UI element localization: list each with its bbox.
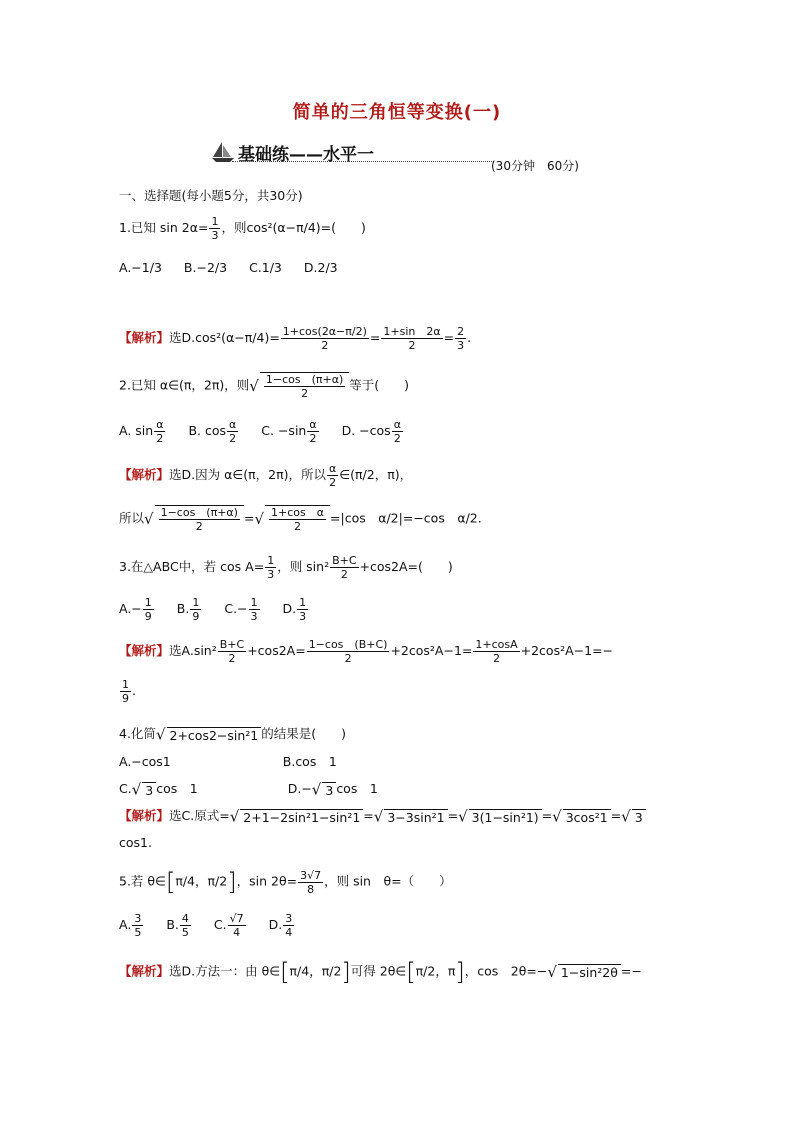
answer-5: 【解析】选D.方法一：由 θ∈[π/4，π/2]可得 2θ∈[π/2，π]，cos 2θ=−√ 1−sin²2θ =− [119,958,642,986]
answer-2-cont: 所以√ $\frac{1-\cos (\pi+\alpha)}{2}$ =√ $\frac{\text{1+cos α}}{2}$ =|cos α/2|=−cos α/2. [119,506,482,533]
answer-3-cont: $\frac{1}{9}$ . [122,678,136,705]
question-2: 2.已知 α∈(π，2π)，则√ $\frac{1-\cos (\pi+\alpha)}{2}$ 等于( ) [119,373,410,400]
answer-4: 【解析】选C.原式=√ 2+1−2sin²1−sin²1 =√ 3−3sin²1 =√ 3(1−sin²1) =√ 3cos²1 =√ 3 [119,806,646,826]
question-1-options: A.−1/3 B.−2/3 C.1/3 D.2/3 [119,260,338,275]
banner-dotted-line [232,161,494,162]
question-5: 5.若 θ∈[π/4，π/2]，sin 2θ= $\frac{3√7}{8}$ ，则 sin θ=（ ） [119,868,452,896]
question-3-options: A.− $\frac{1}{9}$ B. $\frac{1}{9}$ C.− $\frac{1}{3}$ D. $\frac{1}{3}$ [119,596,307,623]
section-heading: 一、选择题(每小题5分，共30分) [119,188,303,203]
answer-2: 【解析】选D.因为 α∈(π，2π)，所以 $\frac{\alpha}{2}$ ∈(π/2，π)， [119,462,413,489]
page-title: 简单的三角恒等变换(一) [292,102,502,123]
question-2-options: A. sin $\frac{\alpha}{2}$ B. cos $\frac{\alpha}{2}$ C. −sin $\frac{\alpha}{2}$ D. −cos $\frac{\alpha}{2}$ [119,418,401,445]
question-1: 1.已知 sin 2α= $\frac{1}{3}$ ，则cos²(α−π/4)=( ) [119,215,366,242]
answer-1: 【解析】选D.cos²(α−π/4)= $\frac{1+\cos(2\alpha-\pi/2)}{2}$ = $\frac{1+\sin 2\alpha}{2}$ = $\frac{2}{3}$ . [119,325,472,352]
question-4: 4.化简√ 2+cos2−sin²1 的结果是( ) [119,725,347,744]
time-score-note: (30分钟 60分) [491,159,579,173]
question-4-options-row1: A.−cos1 B.cos 1 [119,754,337,769]
question-5-options: A. $\frac{3}{5}$ B. $\frac{4}{5}$ C. $\frac{√7}{4}$ D. $\frac{3}{4}$ [119,912,293,939]
question-3: 3.在△ABC中，若 cos A= $\frac{1}{3}$ ，则 sin² $\frac{B+C}{2}$ +cos2A=( ) [119,554,453,581]
answer-4-cont: cos1. [119,835,152,850]
fraction: $\frac{1}{3}$ [211,215,219,242]
banner-label: 基础练——水平一 [238,145,374,165]
answer-3: 【解析】选A.sin² $\frac{B+C}{2}$ +cos2A= $\frac{1-\cos (B+C)}{2}$ +2cos²A−1= $\frac{1+\cos A}{2}$ +2cos²A−1=− [119,638,614,665]
question-4-options-row2: C.√ 3 cos 1 D.−√ 3 cos 1 [119,780,378,799]
